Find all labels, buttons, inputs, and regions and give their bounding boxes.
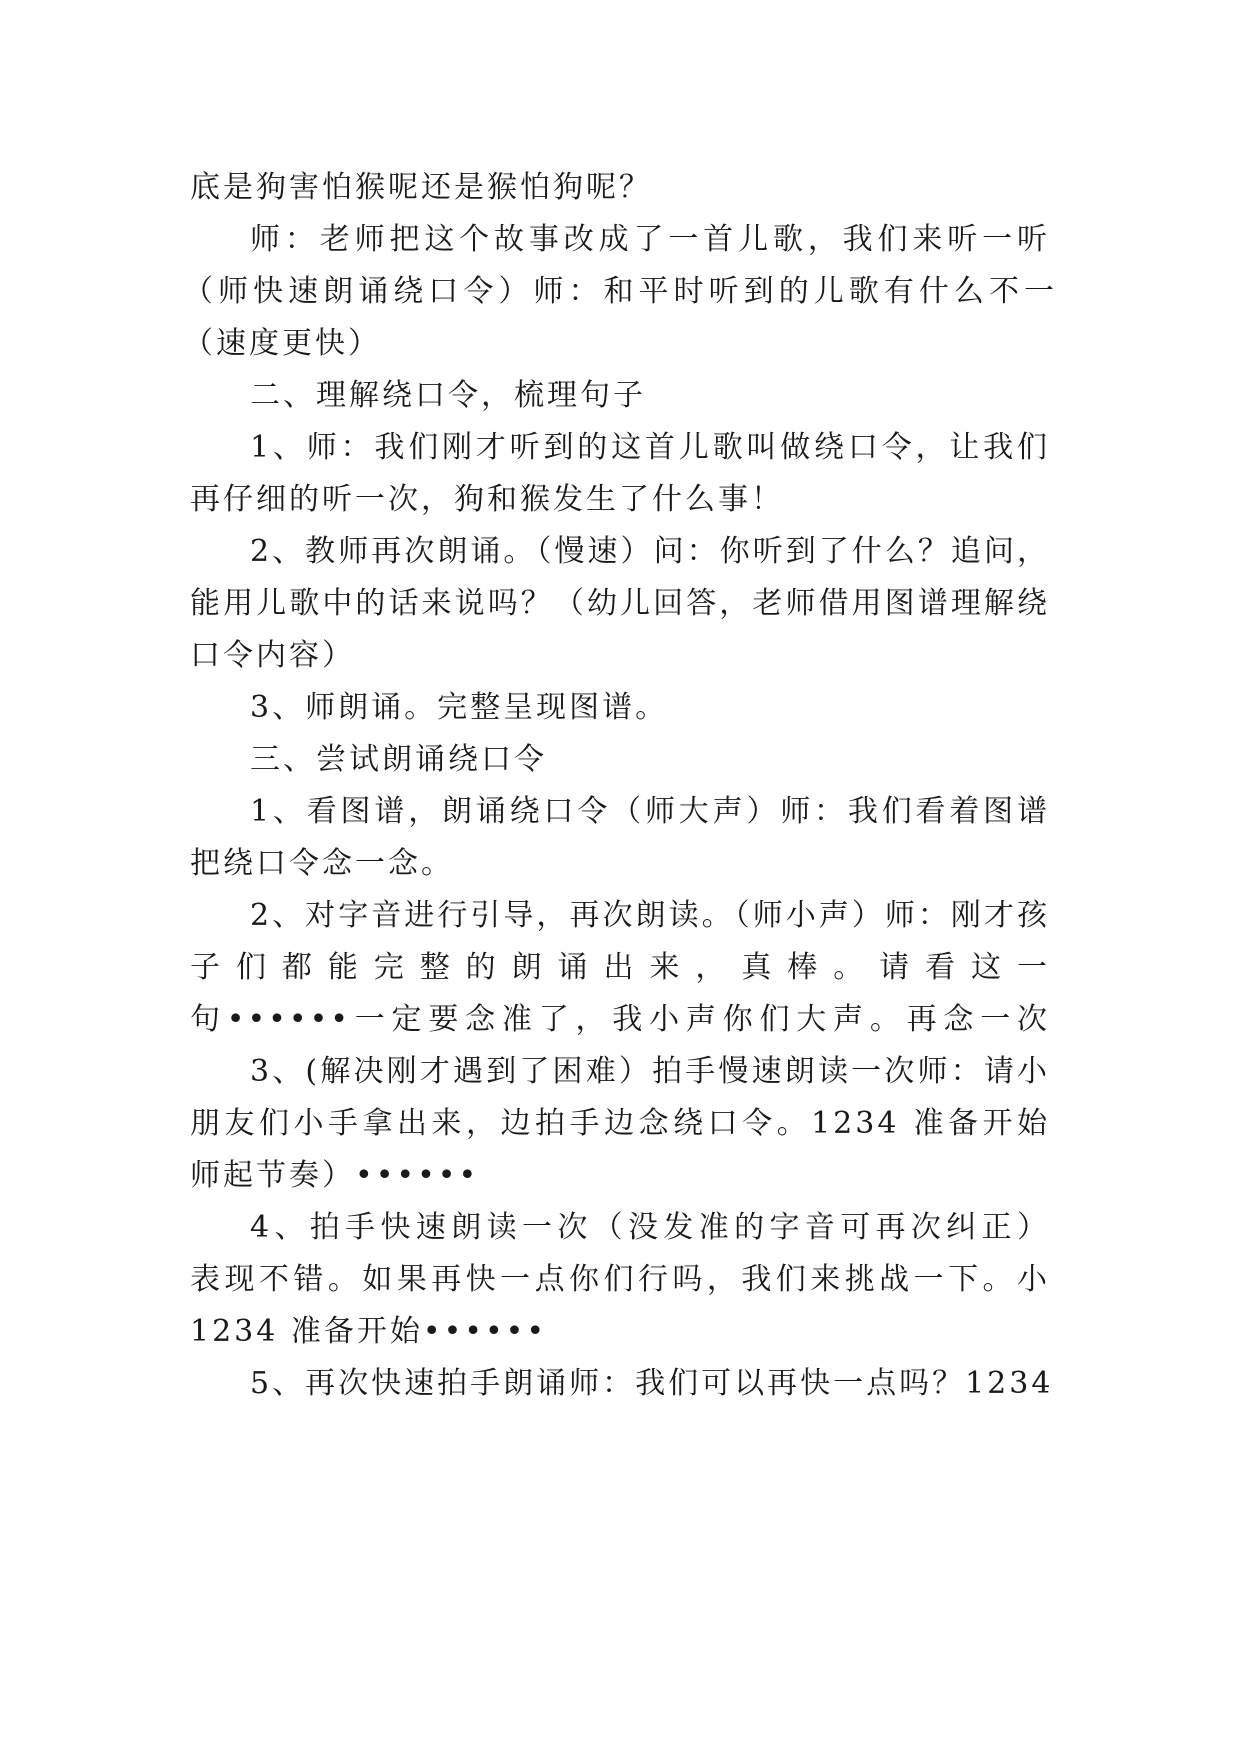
text-line: 1、师：我们刚才听到的这首儿歌叫做绕口令，让我们: [250, 430, 1050, 465]
text-line: 2、教师再次朗诵。（慢速）问：你听到了什么？追问，: [250, 534, 1050, 569]
text-line: 师起节奏）••••••: [190, 1158, 480, 1193]
text-line: 底是狗害怕猴呢还是猴怕狗呢？: [190, 170, 652, 205]
text-line: 再仔细的听一次，狗和猴发生了什么事！: [190, 482, 784, 517]
text-line: 4、拍手快速朗读一次（没发准的字音可再次纠正）: [250, 1210, 1050, 1245]
text-line: 口令内容）: [190, 638, 355, 673]
text-line: 师：老师把这个故事改成了一首儿歌，我们来听一听: [250, 222, 1050, 257]
text-line: 朋友们小手拿出来，边拍手边念绕口令。1234 准备开始: [190, 1106, 1050, 1141]
text-line: 2、对字音进行引导，再次朗读。（师小声）师：刚才孩: [250, 898, 1050, 933]
section-heading: 三、尝试朗诵绕口令: [250, 742, 547, 777]
text-line: （速度更快）: [183, 326, 381, 361]
text-line: 把绕口令念一念。: [190, 846, 454, 881]
text-line: 3、师朗诵。完整呈现图谱。: [250, 690, 669, 725]
text-line: （师快速朗诵绕口令）师：和平时听到的儿歌有什么不一: [183, 274, 1057, 309]
text-line: 1234 准备开始••••••: [190, 1314, 548, 1349]
text-line: 子 们 都 能 完 整 的 朗 诵 出 来 ， 真 棒 。 请 看 这 一: [190, 950, 1050, 985]
text-line: 能用儿歌中的话来说吗？（幼儿回答，老师借用图谱理解绕: [190, 586, 1050, 621]
text-line: 3、(解决刚才遇到了困难）拍手慢速朗读一次师：请小: [250, 1054, 1050, 1089]
text-line: 表现不错。如果再快一点你们行吗，我们来挑战一下。小: [190, 1262, 1050, 1297]
text-line: 句••••••一定要念准了，我小声你们大声。再念一次: [190, 1002, 1050, 1037]
text-line: 1、看图谱，朗诵绕口令（师大声）师：我们看着图谱: [250, 794, 1050, 829]
text-line: 5、再次快速拍手朗诵师：我们可以再快一点吗？1234: [250, 1366, 1054, 1401]
section-heading: 二、理解绕口令，梳理句子: [250, 378, 646, 413]
